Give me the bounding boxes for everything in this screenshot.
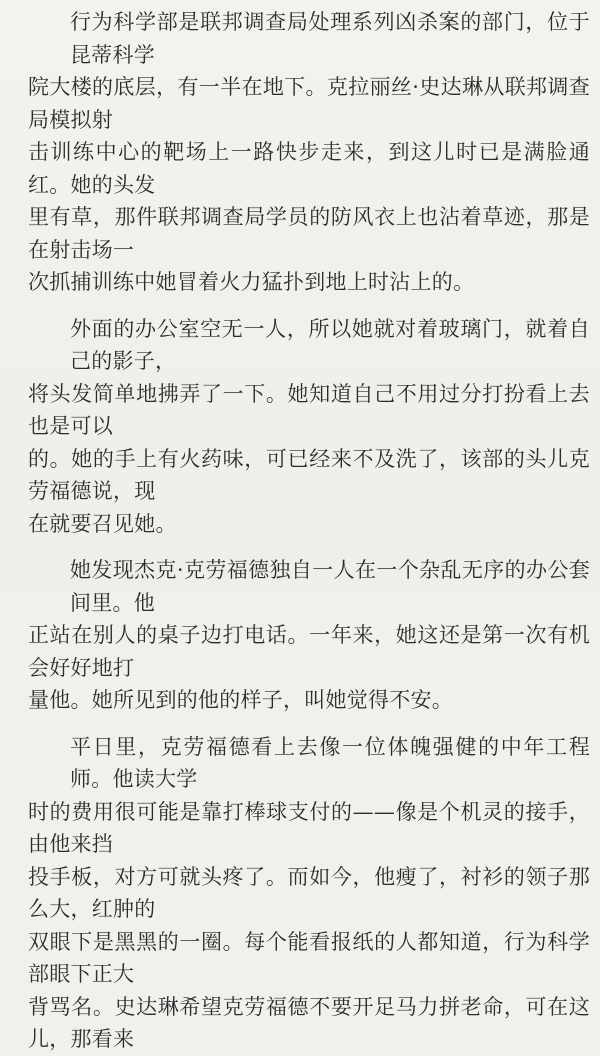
text-line: 背骂名。史达琳希望克劳福德不要开足马力拼老命，可在这儿，那看来 bbox=[28, 994, 590, 1051]
text-line: 里有草，那件联邦调查局学员的防风衣上也沾着草迹，那是在射击场一 bbox=[28, 205, 590, 262]
paragraph-3 bbox=[28, 554, 590, 717]
paragraph-2 bbox=[28, 313, 590, 541]
text-line: 院大楼的底层，有一半在地下。克拉丽丝·史达琳从联邦调查局模拟射 bbox=[28, 75, 590, 132]
paragraph-4 bbox=[28, 731, 590, 1056]
text-line: 双眼下是黑黑的一圈。每个能看报纸的人都知道，行为科学部眼下正大 bbox=[28, 929, 590, 986]
paragraph-1 bbox=[28, 6, 590, 299]
text-line: 投手板，对方可就头疼了。而如今，他瘦了，衬衫的领子那么大，红肿的 bbox=[28, 864, 590, 921]
text-line: 正站在别人的桌子边打电话。一年来，她这还是第一次有机会好好地打 bbox=[28, 623, 590, 680]
text-line: 次抓捕训练中她冒着火力猛扑到地上时沾上的。 bbox=[28, 270, 475, 294]
text-line: 击训练中心的靶场上一路快步走来，到这儿时已是满脸通红。她的头发 bbox=[28, 140, 590, 197]
text-line: 量他。她所见到的他的样子，叫她觉得不安。 bbox=[28, 688, 453, 712]
text-line: 她发现杰克·克劳福德独自一人在一个杂乱无序的办公套间里。他 bbox=[70, 558, 590, 615]
text-line: 平日里，克劳福德看上去像一位体魄强健的中年工程师。他读大学 bbox=[70, 734, 590, 791]
text-line: 将头发简单地拂弄了一下。她知道自己不用过分打扮看上去也是可以 bbox=[28, 381, 590, 438]
text-line: 外面的办公室空无一人，所以她就对着玻璃门，就着自己的影子， bbox=[70, 316, 590, 373]
text-line: 的。她的手上有火药味，可已经来不及洗了，该部的头儿克劳福德说，现 bbox=[28, 446, 590, 503]
text-line: 时的费用很可能是靠打棒球支付的——像是个机灵的接手，由他来挡 bbox=[28, 799, 590, 856]
text-line: 在就要召见她。 bbox=[28, 511, 177, 536]
text-line: 行为科学部是联邦调查局处理系列凶杀案的部门，位于昆蒂科学 bbox=[70, 10, 590, 67]
